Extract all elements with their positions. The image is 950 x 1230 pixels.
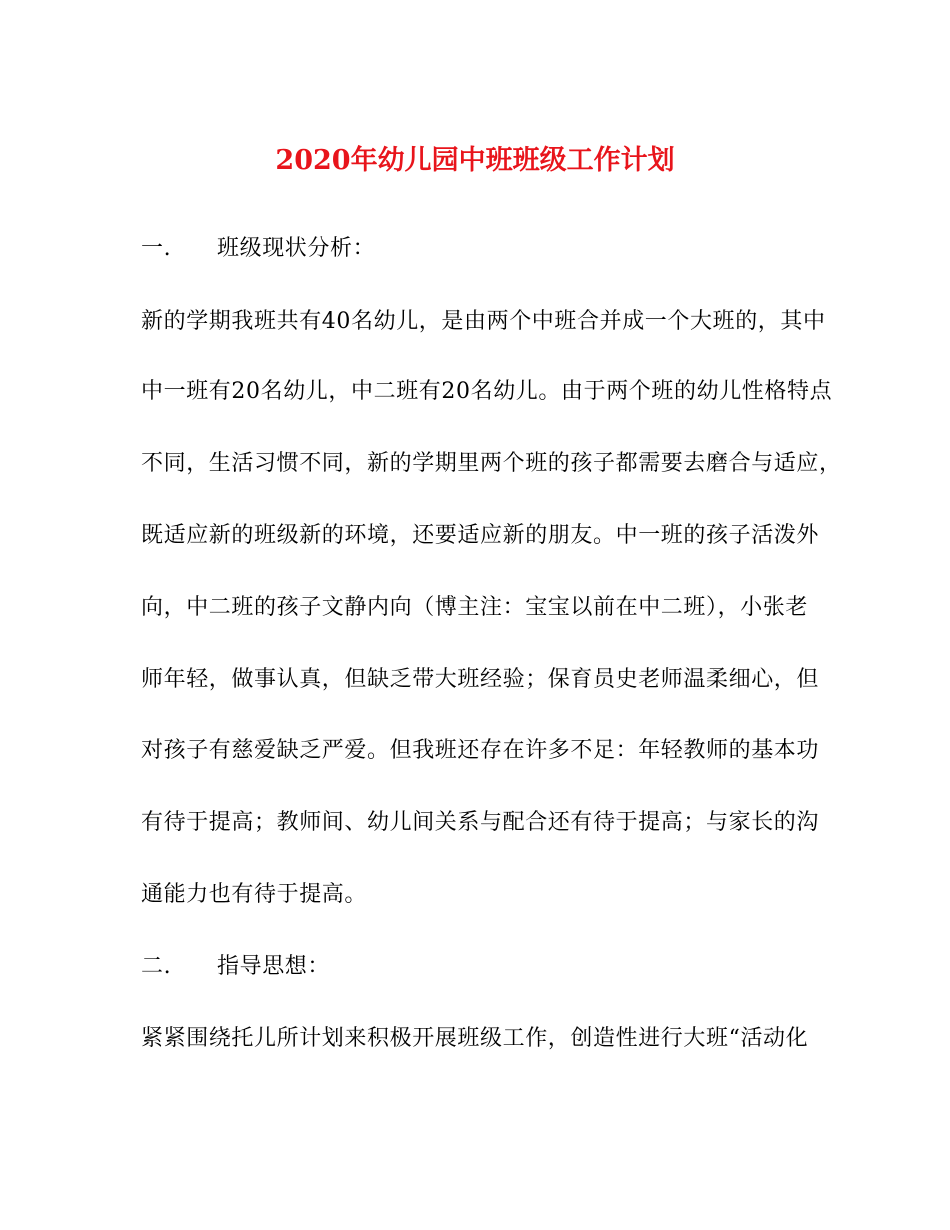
- document-title: 2020年幼儿园中班班级工作计划: [275, 145, 675, 176]
- paragraph-line: 中一班有20名幼儿，中二班有20名幼儿。由于两个班的幼儿性格特点: [141, 379, 833, 404]
- section-number: 二.: [141, 954, 172, 979]
- section-heading-1: [141, 234, 375, 264]
- section-heading-text: 班级现状分析：: [217, 236, 376, 261]
- paragraph-line: 向，中二班的孩子文静内向（博主注：宝宝以前在中二班），小张老: [141, 595, 809, 620]
- paragraph-line: 对孩子有慈爱缺乏严爱。但我班还存在许多不足：年轻教师的基本功: [141, 738, 820, 763]
- paragraph-line: 不同，生活习惯不同，新的学期里两个班的孩子都需要去磨合与适应，: [141, 451, 842, 476]
- paragraph-line: 既适应新的班级新的环境，还要适应新的朋友。中一班的孩子活泼外: [141, 523, 820, 548]
- paragraph-line: 新的学期我班共有40名幼儿，是由两个中班合并成一个大班的，其中: [141, 309, 826, 334]
- paragraph-line: 师年轻，做事认真，但缺乏带大班经验；保育员史老师温柔细心，但: [141, 667, 820, 692]
- section-number: 一.: [141, 236, 172, 261]
- section-heading-2: [141, 952, 330, 982]
- paragraph-line: 有待于提高；教师间、幼儿间关系与配合还有待于提高；与家长的沟: [141, 810, 820, 835]
- paragraph-line: 通能力也有待于提高。: [141, 882, 368, 907]
- paragraph-line: 紧紧围绕托儿所计划来积极开展班级工作，创造性进行大班“活动化: [141, 1026, 809, 1051]
- section-heading-text: 指导思想：: [217, 954, 331, 979]
